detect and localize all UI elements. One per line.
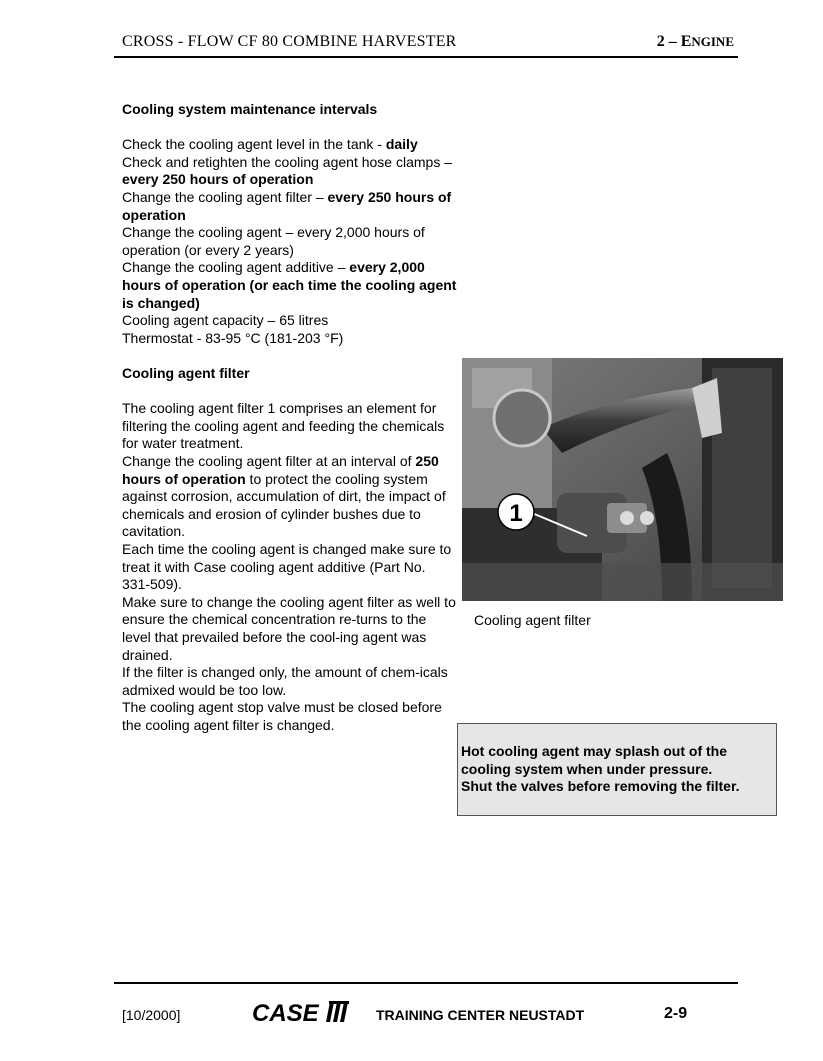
engine-photo-drawing <box>462 358 783 601</box>
chapter-label <box>657 33 734 51</box>
filter-paragraph: Change the cooling agent filter at an interval of 250 hours of operation to protect the cooling system against corrosion, accumulation of dirt, the impact of chemicals and erosion of cylinder bushes due to cavitation. <box>122 452 446 540</box>
chapter-initial: E <box>680 33 692 50</box>
chapter-rest: NGINE <box>691 34 734 49</box>
maintenance-heading: Cooling system maintenance intervals <box>122 101 378 117</box>
figure-caption: Cooling agent filter <box>474 612 591 628</box>
page-number: 2-9 <box>664 1005 688 1022</box>
maintenance-line: Change the cooling agent filter – every 250 hours of operation <box>122 188 452 223</box>
case-logo <box>250 998 350 1026</box>
footer-date: [10/2000] <box>122 1007 181 1023</box>
maintenance-line: Check the cooling agent level in the tank - daily <box>122 136 418 153</box>
filter-paragraph: The cooling agent stop valve must be closed before the cooling agent filter is changed. <box>122 699 442 733</box>
engine-photo <box>462 358 783 601</box>
footer-center: TRAINING CENTER NEUSTADT <box>376 1007 585 1023</box>
maintenance-line: Check and retighten the cooling agent hose clamps – every 250 hours of operation <box>122 153 452 188</box>
warning-text <box>461 743 773 796</box>
maintenance-line: Cooling agent capacity – 65 litres <box>122 312 329 329</box>
footer-rule <box>114 982 738 984</box>
header-rule <box>114 56 738 58</box>
maintenance-line: Change the cooling agent – every 2,000 hours of operation (or every 2 years) <box>122 224 425 258</box>
callout-number: 1 <box>509 500 523 527</box>
filter-paragraph: Make sure to change the cooling agent filter as well to ensure the chemical concentration re-turns to the level that prevailed before the cool-ing agent was drained. <box>122 593 456 663</box>
filter-paragraph: Each time the cooling agent is changed make sure to treat it with Case cooling agent additive (Part No. 331-509). <box>122 540 452 593</box>
warning-line: cooling system when under pressure. <box>461 760 713 777</box>
header-title: CROSS - FLOW CF 80 COMBINE HARVESTER <box>122 33 457 50</box>
filter-paragraph: If the filter is changed only, the amount of chem-icals admixed would be too low. <box>122 664 448 698</box>
case-logo-text: CASE <box>252 1000 319 1026</box>
filter-paragraph: The cooling agent filter 1 comprises an element for filtering the cooling agent and feeding the chemicals for water treatment. <box>122 400 445 452</box>
warning-box <box>457 723 777 816</box>
warning-line: Shut the valves before removing the filter. <box>461 778 740 795</box>
filter-heading: Cooling agent filter <box>122 365 250 381</box>
maintenance-line: Change the cooling agent additive – every 2,000 hours of operation (or each time the cooling agent is changed) <box>122 259 457 311</box>
maintenance-section <box>122 101 457 347</box>
chapter-number: 2 – <box>656 33 681 50</box>
warning-line: Hot cooling agent may splash out of the <box>461 743 728 759</box>
maintenance-line: Thermostat - 83-95 °C (181-203 °F) <box>122 329 344 346</box>
filter-section <box>122 365 457 734</box>
